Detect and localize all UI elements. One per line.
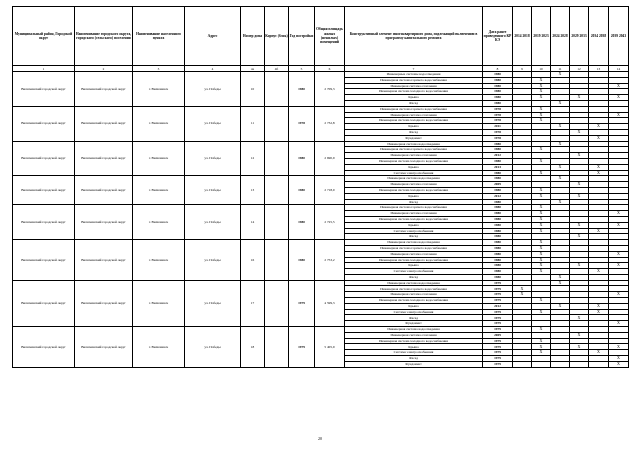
previous-repair-date-cell: 1978 (483, 112, 513, 118)
period-mark-cell: X (551, 72, 570, 78)
structural-element-cell: Инженерная система холодного водоснабжения (345, 216, 483, 222)
period-mark-cell: X (532, 193, 551, 199)
structural-element-cell: Фасад (345, 199, 483, 205)
municipal-district-cell: Вилючинский городской округ (13, 240, 75, 281)
house-number-cell: 17 (241, 280, 265, 326)
previous-repair-date-cell: 1980 (483, 95, 513, 101)
build-year-cell: 1980 (289, 72, 315, 107)
structural-element-cell: Инженерная система горячего водоснабжения (345, 286, 483, 292)
build-year-cell: 1980 (289, 205, 315, 240)
structural-element-cell: Инженерная система горячего водоснабжения (345, 106, 483, 112)
area-cell: 5 405,9 (315, 327, 345, 368)
period-mark-cell: X (589, 124, 609, 130)
structural-element-cell: Инженерная система холодного водоснабжения (345, 158, 483, 164)
previous-repair-date-cell: 1979 (483, 298, 513, 304)
structural-element-cell: Инженерная система водоотведения (345, 327, 483, 333)
locality-cell: г. Вилючинск (133, 280, 185, 326)
area-cell: 2 732,8 (315, 106, 345, 141)
area-cell: 2 709,3 (315, 72, 345, 107)
column-number: 1 (13, 66, 75, 72)
structural-element-cell: Инженерная система горячего водоснабжения (345, 205, 483, 211)
page-number: 20 (318, 436, 322, 441)
previous-repair-date-cell: 1980 (483, 257, 513, 263)
locality-cell: г. Вилючинск (133, 106, 185, 141)
period-mark-cell (570, 361, 589, 367)
previous-repair-date-cell: 1980 (483, 251, 513, 257)
previous-repair-date-cell: 1980 (483, 77, 513, 83)
address-cell: ул. Победы (185, 176, 241, 205)
program-table-sheet (12, 6, 628, 368)
column-header: 2014 2018 (513, 7, 532, 66)
period-mark-cell: X (532, 350, 551, 356)
area-cell: 2 718,0 (315, 176, 345, 205)
structural-element-cell: Крыша (345, 222, 483, 228)
structural-element-cell: Фасад (345, 129, 483, 135)
building-block-cell (265, 240, 289, 281)
structural-element-cell: Инженерная система отопления (345, 332, 483, 338)
column-header: Конструктивный элемент многоквартирного дома, подлежащий включению в программу капитального ремонта (345, 7, 483, 66)
building-block-cell (265, 176, 289, 205)
period-mark-cell: X (570, 153, 589, 159)
period-mark-cell (551, 361, 570, 367)
previous-repair-date-cell: 1980 (483, 211, 513, 217)
period-mark-cell: X (532, 240, 551, 246)
building-block-cell (265, 327, 289, 368)
previous-repair-date-cell: 2012 (483, 153, 513, 159)
build-year-cell: 1980 (289, 240, 315, 281)
municipal-district-cell: Вилючинский городской округ (13, 176, 75, 205)
period-mark-cell: X (532, 205, 551, 211)
previous-repair-date-cell: 1980 (483, 187, 513, 193)
column-number: 10 (532, 66, 551, 72)
address-cell: ул. Победы (185, 327, 241, 368)
period-mark-cell: X (551, 164, 570, 170)
period-mark-cell: X (551, 100, 570, 106)
building-block-cell (265, 106, 289, 141)
period-mark-cell: X (609, 222, 629, 228)
column-number: 14 (609, 66, 629, 72)
address-cell: ул. Победы (185, 280, 241, 326)
settlement-cell: Вилючинский городской округ (75, 72, 133, 107)
repair-program-table (12, 6, 629, 368)
period-mark-cell: X (532, 269, 551, 275)
column-header: Дата ранее проведенного КР КЭ (483, 7, 513, 66)
period-mark-cell: X (532, 344, 551, 350)
structural-element-cell: Крыша (345, 344, 483, 350)
previous-repair-date-cell: 1980 (483, 222, 513, 228)
column-number: 3 (133, 66, 185, 72)
period-mark-cell: X (551, 199, 570, 205)
period-mark-cell: X (570, 95, 589, 101)
structural-element-cell: Крыша (345, 303, 483, 309)
settlement-cell: Вилючинский городской округ (75, 280, 133, 326)
period-mark-cell: X (532, 263, 551, 269)
period-mark-cell: X (551, 280, 570, 286)
address-cell: ул. Победы (185, 72, 241, 107)
period-mark-cell: X (532, 95, 551, 101)
previous-repair-date-cell: 1980 (483, 158, 513, 164)
house-number-cell: 16 (241, 240, 265, 281)
previous-repair-date-cell: 2012 (483, 303, 513, 309)
structural-element-cell: Система электроснабжения (345, 170, 483, 176)
building-block-cell (265, 205, 289, 240)
previous-repair-date-cell: 1979 (483, 315, 513, 321)
previous-repair-date-cell: 2009 (483, 182, 513, 188)
period-mark-cell: X (609, 344, 629, 350)
municipal-district-cell: Вилючинский городской округ (13, 205, 75, 240)
previous-repair-date-cell: 1979 (483, 356, 513, 362)
period-mark-cell: X (609, 361, 629, 367)
period-mark-cell: X (513, 292, 532, 298)
structural-element-cell: Инженерная система горячего водоснабжения (345, 77, 483, 83)
previous-repair-date-cell: 1980 (483, 100, 513, 106)
structural-element-cell: Фасад (345, 234, 483, 240)
previous-repair-date-cell: 1980 (483, 199, 513, 205)
period-mark-cell: X (589, 303, 609, 309)
column-header: Адрес (185, 7, 241, 66)
period-mark-cell (589, 361, 609, 367)
period-mark-cell: X (609, 356, 629, 362)
structural-element-cell: Инженерная система холодного водоснабжения (345, 257, 483, 263)
period-mark-cell: X (589, 309, 609, 315)
period-mark-cell: X (589, 170, 609, 176)
previous-repair-date-cell: 1979 (483, 361, 513, 367)
structural-element-cell: Инженерная система горячего водоснабжения (345, 147, 483, 153)
period-mark-cell: X (532, 211, 551, 217)
previous-repair-date-cell: 1979 (483, 350, 513, 356)
previous-repair-date-cell: 1980 (483, 89, 513, 95)
period-mark-cell: X (589, 135, 609, 141)
previous-repair-date-cell: 1980 (483, 216, 513, 222)
structural-element-cell: Инженерная система отопления (345, 112, 483, 118)
period-mark-cell: X (532, 77, 551, 83)
previous-repair-date-cell: 1980 (483, 245, 513, 251)
structural-element-cell: Крыша (345, 263, 483, 269)
municipal-district-cell: Вилючинский городской округ (13, 141, 75, 176)
period-mark-cell: X (609, 95, 629, 101)
period-mark-cell: X (609, 251, 629, 257)
settlement-cell: Вилючинский городской округ (75, 176, 133, 205)
column-header: Год постройки (289, 7, 315, 66)
structural-element-cell: Инженерная система отопления (345, 153, 483, 159)
column-number: 7 (345, 66, 483, 72)
build-year-cell: 1979 (289, 280, 315, 326)
structural-element-cell: Фасад (345, 315, 483, 321)
period-mark-cell: X (532, 112, 551, 118)
column-header: Корпус (блок) (265, 7, 289, 66)
period-mark-cell: X (532, 327, 551, 333)
previous-repair-date-cell: 1980 (483, 83, 513, 89)
period-mark-cell: X (570, 234, 589, 240)
period-mark-cell: X (551, 274, 570, 280)
structural-element-cell: Крыша (345, 95, 483, 101)
locality-cell: г. Вилючинск (133, 72, 185, 107)
house-number-cell: 14 (241, 205, 265, 240)
structural-element-cell: Инженерная система холодного водоснабжения (345, 118, 483, 124)
period-mark-cell: X (532, 216, 551, 222)
area-cell: 4 599,3 (315, 280, 345, 326)
column-number: 12 (570, 66, 589, 72)
structural-element-cell: Фундамент (345, 135, 483, 141)
structural-element-cell: Система электроснабжения (345, 228, 483, 234)
period-mark-cell: X (570, 315, 589, 321)
previous-repair-date-cell: 1980 (483, 205, 513, 211)
settlement-cell: Вилючинский городской округ (75, 240, 133, 281)
column-header: 2034 2038 (589, 7, 609, 66)
period-mark-cell: X (532, 83, 551, 89)
period-mark-cell: X (609, 321, 629, 327)
municipal-district-cell: Вилючинский городской округ (13, 280, 75, 326)
column-header: 2039 2043 (609, 7, 629, 66)
structural-element-cell: Инженерная система холодного водоснабжения (345, 338, 483, 344)
address-cell: ул. Победы (185, 205, 241, 240)
settlement-cell: Вилючинский городской округ (75, 106, 133, 141)
building-block-cell (265, 141, 289, 176)
period-mark-cell: X (570, 263, 589, 269)
previous-repair-date-cell: 1980 (483, 240, 513, 246)
structural-element-cell: Инженерная система холодного водоснабжения (345, 89, 483, 95)
period-mark-cell: X (532, 245, 551, 251)
previous-repair-date-cell: 1980 (483, 263, 513, 269)
period-mark-cell (532, 361, 551, 367)
house-number-cell: 10 (241, 72, 265, 107)
previous-repair-date-cell: 1979 (483, 344, 513, 350)
period-mark-cell: X (532, 187, 551, 193)
municipal-district-cell: Вилючинский городской округ (13, 106, 75, 141)
structural-element-cell: Фасад (345, 356, 483, 362)
previous-repair-date-cell: 2012 (483, 193, 513, 199)
period-mark-cell: X (551, 303, 570, 309)
house-number-cell: 13 (241, 176, 265, 205)
previous-repair-date-cell: 1980 (483, 72, 513, 78)
locality-cell: г. Вилючинск (133, 176, 185, 205)
previous-repair-date-cell: 1980 (483, 274, 513, 280)
structural-element-cell: Инженерная система отопления (345, 211, 483, 217)
previous-repair-date-cell: 1979 (483, 338, 513, 344)
period-mark-cell: X (551, 176, 570, 182)
structural-element-cell: Инженерная система отопления (345, 292, 483, 298)
period-mark-cell: X (532, 222, 551, 228)
column-number: 5 (289, 66, 315, 72)
previous-repair-date-cell: 1980 (483, 228, 513, 234)
period-mark-cell: X (532, 257, 551, 263)
period-mark-cell: X (532, 147, 551, 153)
house-number-cell: 18 (241, 327, 265, 368)
period-mark-cell: X (570, 193, 589, 199)
column-number: 13 (589, 66, 609, 72)
structural-element-cell: Фундамент (345, 321, 483, 327)
column-number: 11 (551, 66, 570, 72)
previous-repair-date-cell: 1979 (483, 321, 513, 327)
period-mark-cell: X (532, 158, 551, 164)
municipal-district-cell: Вилючинский городской округ (13, 72, 75, 107)
previous-repair-date-cell: 1979 (483, 286, 513, 292)
settlement-cell: Вилючинский городской округ (75, 327, 133, 368)
period-mark-cell: X (532, 309, 551, 315)
column-header: 2029 2033 (570, 7, 589, 66)
structural-element-cell: Инженерная система водоотведения (345, 240, 483, 246)
locality-cell: г. Вилючинск (133, 141, 185, 176)
period-mark-cell: X (589, 350, 609, 356)
previous-repair-date-cell: 1980 (483, 147, 513, 153)
structural-element-cell: Инженерная система холодного водоснабжения (345, 298, 483, 304)
period-mark-cell: X (532, 106, 551, 112)
municipal-district-cell: Вилючинский городской округ (13, 327, 75, 368)
area-cell: 2 690,9 (315, 141, 345, 176)
period-mark-cell: X (609, 263, 629, 269)
column-header: Наименование населенного пункта (133, 7, 185, 66)
settlement-cell: Вилючинский городской округ (75, 205, 133, 240)
structural-element-cell: Инженерная система холодного водоснабжения (345, 187, 483, 193)
previous-repair-date-cell: 2013 (483, 164, 513, 170)
period-mark-cell: X (532, 298, 551, 304)
building-block-cell (265, 72, 289, 107)
period-mark-cell: X (589, 164, 609, 170)
table-body (13, 72, 629, 368)
period-mark-cell: X (570, 344, 589, 350)
structural-element-cell: Крыша (345, 124, 483, 130)
column-number: 4б (265, 66, 289, 72)
column-header: Муниципальный район, Городской округ (13, 7, 75, 66)
column-number: 4 (185, 66, 241, 72)
structural-element-cell: Инженерная система отопления (345, 182, 483, 188)
period-mark-cell: X (532, 228, 551, 234)
structural-element-cell: Инженерная система водоотведения (345, 176, 483, 182)
period-mark-cell: X (551, 124, 570, 130)
locality-cell: г. Вилючинск (133, 240, 185, 281)
settlement-cell: Вилючинский городской округ (75, 141, 133, 176)
structural-element-cell: Инженерная система горячего водоснабжения (345, 245, 483, 251)
previous-repair-date-cell: 1978 (483, 106, 513, 112)
previous-repair-date-cell: 2009 (483, 332, 513, 338)
previous-repair-date-cell: 1980 (483, 269, 513, 275)
previous-repair-date-cell: 1980 (483, 176, 513, 182)
period-mark-cell: X (609, 211, 629, 217)
build-year-cell: 1980 (289, 176, 315, 205)
table-header-row (13, 7, 629, 66)
locality-cell: г. Вилючинск (133, 205, 185, 240)
previous-repair-date-cell: 1978 (483, 135, 513, 141)
column-number: 9 (513, 66, 532, 72)
previous-repair-date-cell: 1980 (483, 170, 513, 176)
build-year-cell: 1980 (289, 141, 315, 176)
period-mark-cell: X (513, 286, 532, 292)
period-mark-cell: X (570, 222, 589, 228)
period-mark-cell: X (551, 141, 570, 147)
period-mark-cell: X (532, 170, 551, 176)
previous-repair-date-cell: 1978 (483, 118, 513, 124)
area-cell: 2 725,5 (315, 205, 345, 240)
column-header: 2024 2028 (551, 7, 570, 66)
column-number: 6 (315, 66, 345, 72)
structural-element-cell: Инженерная система водоотведения (345, 280, 483, 286)
previous-repair-date-cell: 1979 (483, 309, 513, 315)
column-header: Наименование городского округа, городского (сельского) поселения (75, 7, 133, 66)
period-mark-cell: X (532, 251, 551, 257)
previous-repair-date-cell: 1979 (483, 327, 513, 333)
period-mark-cell: X (589, 228, 609, 234)
build-year-cell: 1978 (289, 106, 315, 141)
period-mark-cell: X (532, 118, 551, 124)
structural-element-cell: Инженерная система отопления (345, 251, 483, 257)
building-block-cell (265, 280, 289, 326)
structural-element-cell: Крыша (345, 193, 483, 199)
column-number: 8 (483, 66, 513, 72)
structural-element-cell: Инженерные системы водоотведения (345, 72, 483, 78)
structural-element-cell: Инженерная система отопления (345, 83, 483, 89)
column-header: Номер дома (241, 7, 265, 66)
previous-repair-date-cell: 1980 (483, 141, 513, 147)
period-mark-cell: X (609, 112, 629, 118)
structural-element-cell: Фасад (345, 274, 483, 280)
previous-repair-date-cell: 2011 (483, 124, 513, 130)
previous-repair-date-cell: 1979 (483, 292, 513, 298)
period-mark-cell: X (532, 89, 551, 95)
period-mark-cell: X (609, 83, 629, 89)
column-header: Общая площадь жилых (нежилых) помещений (315, 7, 345, 66)
house-number-cell: 12 (241, 141, 265, 176)
previous-repair-date-cell: 1979 (483, 280, 513, 286)
locality-cell: г. Вилючинск (133, 327, 185, 368)
period-mark-cell: X (570, 332, 589, 338)
column-header: 2019 2023 (532, 7, 551, 66)
previous-repair-date-cell: 1980 (483, 234, 513, 240)
structural-element-cell: Крыша (345, 164, 483, 170)
address-cell: ул. Победы (185, 240, 241, 281)
period-mark-cell: X (570, 129, 589, 135)
structural-element-cell: Система электроснабжения (345, 309, 483, 315)
period-mark-cell: X (570, 182, 589, 188)
structural-element-cell: Система электроснабжения (345, 269, 483, 275)
address-cell: ул. Победы (185, 141, 241, 176)
column-number: 4а (241, 66, 265, 72)
column-number: 2 (75, 66, 133, 72)
structural-element-cell: Система электроснабжения (345, 350, 483, 356)
previous-repair-date-cell: 1978 (483, 129, 513, 135)
period-mark-cell: X (609, 292, 629, 298)
structural-element-cell: Инженерная система водоотведения (345, 141, 483, 147)
structural-element-cell: Фасад (345, 100, 483, 106)
period-mark-cell: X (532, 338, 551, 344)
period-mark-cell: X (589, 269, 609, 275)
structural-element-cell: Фундамент (345, 361, 483, 367)
house-number-cell: 11 (241, 106, 265, 141)
address-cell: ул. Победы (185, 106, 241, 141)
area-cell: 2 753,2 (315, 240, 345, 281)
build-year-cell: 1979 (289, 327, 315, 368)
period-mark-cell (513, 361, 532, 367)
